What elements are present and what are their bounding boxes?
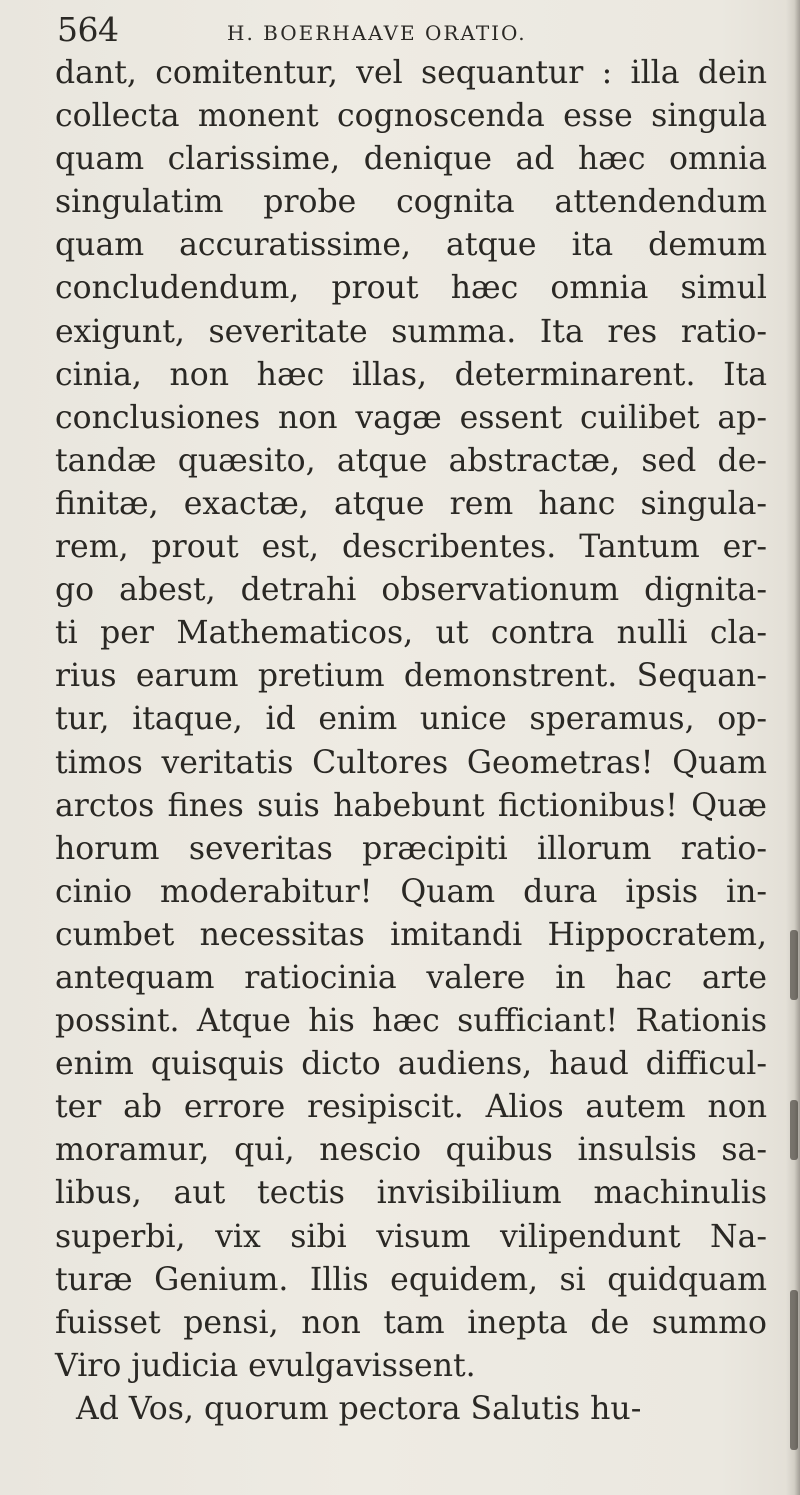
text-line: timos veritatis Cultores Geometras! Quam [55, 744, 767, 781]
text-line: ter ab errore resipiscit. Alios autem non [55, 1089, 767, 1126]
text-line: rius earum pretium demonstrent. Sequan- [55, 658, 767, 695]
text-line: tur, itaque, id enim unice speramus, op- [55, 701, 767, 738]
page-header [57, 2, 757, 56]
edge-mark [790, 1100, 798, 1160]
text-line: singulatim probe cognita attendendum [55, 184, 767, 221]
text-line: finitæ, exactæ, atque rem hanc singula- [55, 485, 767, 522]
text-line: Ad Vos, quorum pectora Salutis hu- [76, 1390, 642, 1427]
text-line: conclusiones non vagæ essent cuilibet ap- [55, 399, 767, 436]
text-line: Viro judicia evulgavissent. [55, 1347, 476, 1384]
text-line: arctos fines suis habebunt fictionibus! Quæ [55, 787, 767, 824]
text-line: collecta monent cognoscenda esse singula [55, 98, 767, 135]
running-head: H. BOERHAAVE ORATIO. [227, 21, 527, 45]
text-line: cinia, non hæc illas, determinarent. Ita [55, 356, 767, 393]
text-line: possint. Atque his hæc sufficiant! Rationis [55, 1003, 767, 1040]
text-line: concludendum, prout hæc omnia simul [55, 270, 767, 307]
text-line: fuisset pensi, non tam inepta de summo [55, 1304, 767, 1341]
text-line: cumbet necessitas imitandi Hippocratem, [55, 916, 767, 953]
text-line: horum severitas præcipiti illorum ratio- [55, 830, 767, 867]
page-number: 564 [57, 10, 119, 49]
text-line: dant, comitentur, vel sequantur : illa dein [55, 55, 767, 91]
text-line: rem, prout est, describentes. Tantum er- [55, 529, 767, 566]
text-line: enim quisquis dicto audiens, haud difficul- [55, 1046, 767, 1083]
text-line: go abest, detrahi observationum dignita- [55, 572, 767, 609]
edge-mark [790, 1290, 798, 1450]
text-line: moramur, qui, nescio quibus insulsis sa- [55, 1132, 767, 1169]
text-line: cinio moderabitur! Quam dura ipsis in- [55, 873, 767, 910]
text-line: turæ Genium. Illis equidem, si quidquam [55, 1261, 767, 1298]
text-line: ti per Mathematicos, ut contra nulli cla- [55, 615, 767, 652]
text-line: exigunt, severitate summa. Ita res ratio- [55, 313, 767, 350]
body-text [55, 52, 767, 1431]
text-line: tandæ quæsito, atque abstractæ, sed de- [55, 442, 767, 479]
text-line: antequam ratiocinia valere in hac arte [55, 959, 767, 996]
text-line: libus, aut tectis invisibilium machinulis [55, 1175, 767, 1212]
text-line: quam accuratissime, atque ita demum [55, 227, 767, 264]
text-line: superbi, vix sibi visum vilipendunt Na- [55, 1218, 767, 1255]
page-edge-shadow [786, 0, 800, 1495]
text-line: quam clarissime, denique ad hæc omnia [55, 141, 767, 178]
edge-mark [790, 930, 798, 1000]
